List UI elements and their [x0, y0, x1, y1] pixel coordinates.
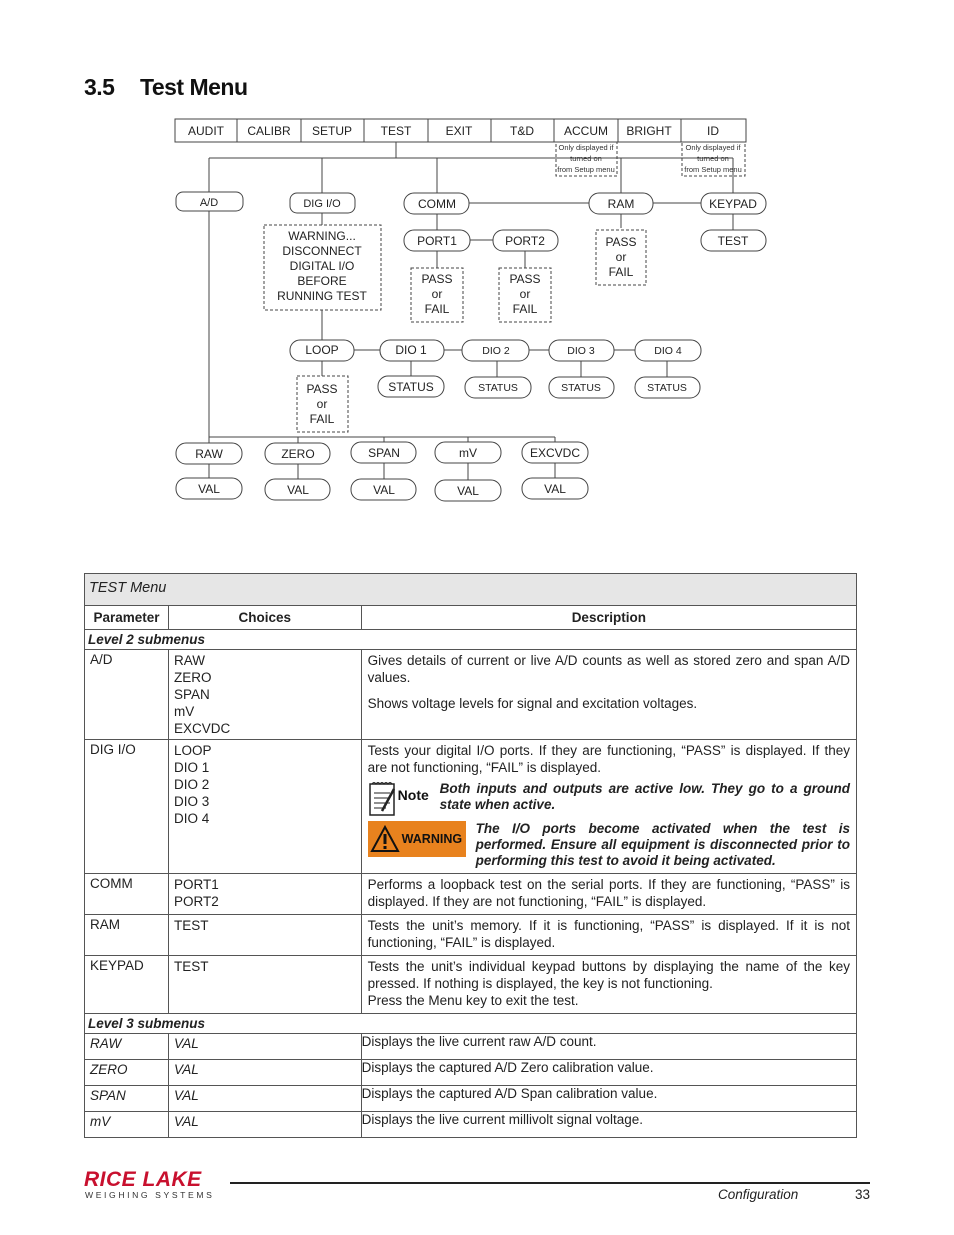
description-text: Performs a loopback test on the serial ports. If they are functioning, “PASS” is displayed. If they are not functioning, “FAIL” is displayed.: [367, 877, 850, 909]
port2-pass: PASS: [509, 272, 541, 286]
warning-line: BEFORE: [297, 274, 347, 288]
menu-setup: SETUP: [311, 124, 353, 138]
description-cell: [361, 956, 856, 1014]
warning-callout: [368, 821, 850, 869]
description-text: Press the Menu key to exit the test.: [367, 993, 579, 1008]
logo-main-text: RICE LAKE: [84, 1168, 202, 1191]
choices-cell: [168, 740, 361, 874]
description-text: Tests your digital I/O ports. If they are functioning, “PASS” is displayed. If they are not functioning, “FAIL” is displayed.: [367, 743, 850, 775]
menu-td: T&D: [510, 124, 534, 138]
label-dio3-status: STATUS: [561, 382, 601, 394]
description-text: Gives details of current or live A/D counts as well as stored zero and span A/D values.: [367, 653, 850, 685]
choice: EXCVDC: [173, 721, 231, 736]
menu-exit: EXIT: [445, 124, 473, 138]
label-span: SPAN: [368, 446, 400, 460]
warning-text: The I/O ports become activated when the test is performed. Ensure all equipment is disconnected prior to performing this test to avoid it being activated.: [475, 821, 850, 868]
param-cell: ZERO: [85, 1060, 169, 1086]
accum-note-line: turned on: [570, 154, 602, 163]
menu-test: TEST: [380, 124, 412, 138]
choice: RAW: [173, 653, 205, 668]
label-comm: COMM: [418, 197, 456, 211]
port1-pass: PASS: [421, 272, 453, 286]
level2-label: Level 2 submenus: [85, 630, 857, 650]
choices-cell: [168, 650, 361, 740]
ram-fail: FAIL: [608, 265, 634, 279]
id-note-line: turned on: [697, 154, 729, 163]
param-cell: COMM: [85, 874, 169, 915]
table-row: [85, 1034, 857, 1060]
note-label: Note: [397, 787, 429, 803]
header-choices: Choices: [168, 606, 361, 630]
description-cell: [361, 650, 856, 740]
label-raw-val: VAL: [198, 482, 220, 496]
port2-fail: FAIL: [512, 302, 538, 316]
choice: mV: [173, 704, 195, 719]
param-cell: RAW: [85, 1034, 169, 1060]
table-row: [85, 740, 857, 874]
param-cell: KEYPAD: [85, 956, 169, 1014]
warning-line: WARNING...: [288, 229, 356, 243]
table-row: [85, 1112, 857, 1138]
section-title: Test Menu: [140, 74, 248, 100]
table-row: [85, 915, 857, 956]
table-row: [85, 1086, 857, 1112]
choice-cell: VAL: [168, 1034, 361, 1060]
label-dio4: DIO 4: [654, 345, 682, 357]
label-loop: LOOP: [305, 343, 339, 357]
choice: DIO 1: [173, 760, 210, 775]
loop-or: or: [316, 397, 328, 411]
logo-sub-text: WEIGHING SYSTEMS: [85, 1190, 215, 1200]
label-keypad-test: TEST: [717, 234, 749, 248]
port2-or: or: [519, 287, 531, 301]
param-cell: SPAN: [85, 1086, 169, 1112]
table-row: [85, 1060, 857, 1086]
table-row: [85, 956, 857, 1014]
note-callout: [368, 781, 850, 819]
description-cell: [361, 740, 856, 874]
label-excvdc: EXCVDC: [529, 446, 581, 460]
table-title: TEST Menu: [85, 574, 857, 606]
test-menu-table: [84, 573, 857, 1138]
label-dig-io: DIG I/O: [303, 198, 341, 210]
test-menu-diagram: [0, 0, 954, 520]
choice: LOOP: [173, 743, 212, 758]
description-text: Shows voltage levels for signal and excitation voltages.: [367, 696, 698, 711]
description-cell: Displays the live current raw A/D count.: [361, 1034, 856, 1060]
level3-label: Level 3 submenus: [85, 1014, 857, 1034]
description-text: Tests the unit’s individual keypad buttons by displaying the name of the key pressed. If nothing is displayed, the key is not functioning.: [367, 959, 850, 991]
choice: ZERO: [173, 670, 212, 685]
label-raw: RAW: [195, 447, 223, 461]
description-cell: Displays the captured A/D Span calibration value.: [361, 1086, 856, 1112]
label-dio4-status: STATUS: [647, 382, 687, 394]
label-dio2: DIO 2: [482, 345, 510, 357]
warning-icon: [368, 821, 466, 857]
id-note-line: Only displayed if: [685, 143, 741, 152]
header-parameter: Parameter: [85, 606, 169, 630]
menu-audit: AUDIT: [188, 124, 224, 138]
param-cell: mV: [85, 1112, 169, 1138]
warning-label: WARNING: [401, 831, 463, 846]
loop-pass: PASS: [306, 382, 338, 396]
rice-lake-logo: [84, 1163, 224, 1201]
header-description: Description: [361, 606, 856, 630]
choice: PORT2: [173, 894, 219, 909]
choice-cell: VAL: [168, 1086, 361, 1112]
label-dio2-status: STATUS: [478, 382, 518, 394]
table-row: [85, 874, 857, 915]
ram-or: or: [615, 250, 627, 264]
label-span-val: VAL: [373, 483, 395, 497]
choice: TEST: [173, 918, 209, 933]
section-number: 3.5: [84, 74, 115, 100]
footer-section: Configuration: [718, 1187, 799, 1202]
choice-cell: VAL: [168, 1112, 361, 1138]
warning-line: DIGITAL I/O: [289, 259, 355, 273]
table-row: [85, 650, 857, 740]
label-dio1: DIO 1: [395, 343, 427, 357]
menu-id: ID: [707, 124, 719, 138]
choices-cell: [168, 874, 361, 915]
label-excvdc-val: VAL: [544, 482, 566, 496]
accum-note-line: Only displayed if: [558, 143, 614, 152]
param-cell: DIG I/O: [85, 740, 169, 874]
label-zero: ZERO: [281, 447, 315, 461]
label-dio3: DIO 3: [567, 345, 595, 357]
choices-cell: [168, 915, 361, 956]
footer-rule: [230, 1182, 870, 1184]
choice: DIO 3: [173, 794, 210, 809]
param-cell: RAM: [85, 915, 169, 956]
choice-cell: VAL: [168, 1060, 361, 1086]
label-ram: RAM: [607, 197, 635, 211]
description-cell: [361, 874, 856, 915]
label-dio1-status: STATUS: [388, 380, 434, 394]
param-cell: A/D: [85, 650, 169, 740]
choices-cell: [168, 956, 361, 1014]
description-text: Tests the unit’s memory. If it is functioning, “PASS” is displayed. If it is not functioning, “FAIL” is displayed.: [367, 918, 850, 950]
description-cell: Displays the captured A/D Zero calibration value.: [361, 1060, 856, 1086]
description-cell: [361, 915, 856, 956]
note-text: Both inputs and outputs are active low. They go to a ground state when active.: [439, 781, 850, 812]
label-port2: PORT2: [505, 234, 545, 248]
warning-line: DISCONNECT: [282, 244, 362, 258]
label-ad: A/D: [199, 197, 219, 209]
choice: TEST: [173, 959, 209, 974]
menu-calibr: CALIBR: [247, 124, 291, 138]
warning-line: RUNNING TEST: [277, 289, 367, 303]
label-mv: mV: [459, 446, 477, 460]
label-keypad: KEYPAD: [709, 197, 757, 211]
port1-or: or: [431, 287, 443, 301]
label-zero-val: VAL: [287, 483, 309, 497]
choice: DIO 2: [173, 777, 210, 792]
page-number: 33: [855, 1187, 871, 1202]
menu-bright: BRIGHT: [626, 124, 672, 138]
port1-fail: FAIL: [424, 302, 450, 316]
label-port1: PORT1: [417, 234, 457, 248]
label-mv-val: VAL: [457, 484, 479, 498]
description-cell: Displays the live current millivolt signal voltage.: [361, 1112, 856, 1138]
ram-pass: PASS: [605, 235, 637, 249]
choice: PORT1: [173, 877, 219, 892]
id-note-line: from Setup menu: [684, 165, 742, 174]
menu-accum: ACCUM: [564, 124, 608, 138]
accum-note-line: from Setup menu: [557, 165, 615, 174]
choice: DIO 4: [173, 811, 210, 826]
note-icon: [368, 781, 432, 819]
loop-fail: FAIL: [309, 412, 335, 426]
choice: SPAN: [173, 687, 210, 702]
